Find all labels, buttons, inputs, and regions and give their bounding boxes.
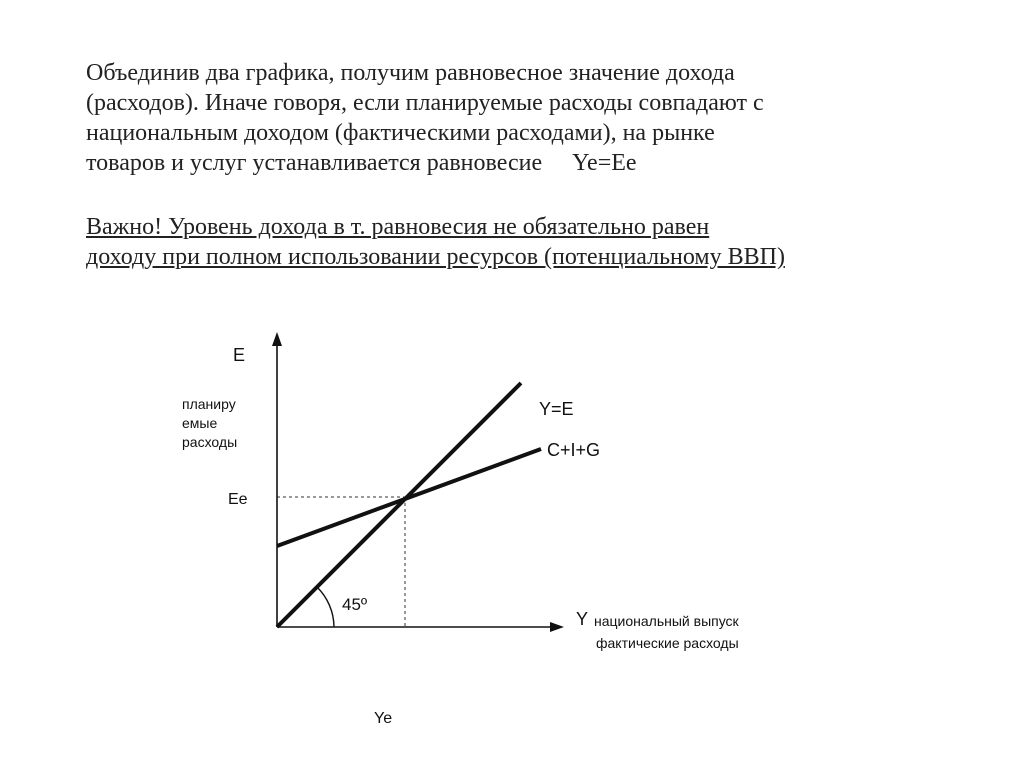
- y-axis-arrow-icon: [272, 332, 282, 346]
- paragraph-line: (расходов). Иначе говоря, если планируемые расходы совпадают с: [86, 90, 764, 116]
- aggregate-expenditure-line: [277, 449, 541, 546]
- note-line: Важно! Уровень дохода в т. равновесия не обязательно равен: [86, 214, 710, 240]
- line-45-degree: [277, 383, 521, 627]
- x-axis-arrow-icon: [550, 622, 564, 632]
- y-axis-caption-line: емые: [182, 415, 218, 431]
- angle-arc: [317, 587, 334, 627]
- paragraph-line: товаров и услуг устанавливается равновесие: [86, 150, 543, 176]
- x-axis-caption-line: фактические расходы: [596, 635, 739, 651]
- angle-label: 45º: [342, 595, 368, 614]
- equilibrium-expenditure-label: Ee: [228, 491, 248, 508]
- x-axis-label: Y: [576, 609, 589, 629]
- equilibrium-income-label: Ye: [374, 710, 393, 727]
- aggregate-expenditure-label: C+I+G: [547, 440, 601, 460]
- y-axis-caption-line: расходы: [182, 434, 238, 450]
- y-axis-label: E: [233, 345, 246, 365]
- note-line: доходу при полном использовании ресурсов (потенциальному ВВП): [86, 244, 785, 270]
- equilibrium-formula: Ye=Ee: [572, 150, 637, 176]
- paragraph-line: Объединив два графика, получим равновесное значение дохода: [86, 60, 735, 86]
- line-45-label: Y=E: [539, 399, 574, 419]
- y-axis-caption-line: планиру: [182, 396, 236, 412]
- paragraph-line: национальным доходом (фактическими расходами), на рынке: [86, 120, 715, 146]
- x-axis-caption-line: национальный выпуск: [594, 613, 739, 629]
